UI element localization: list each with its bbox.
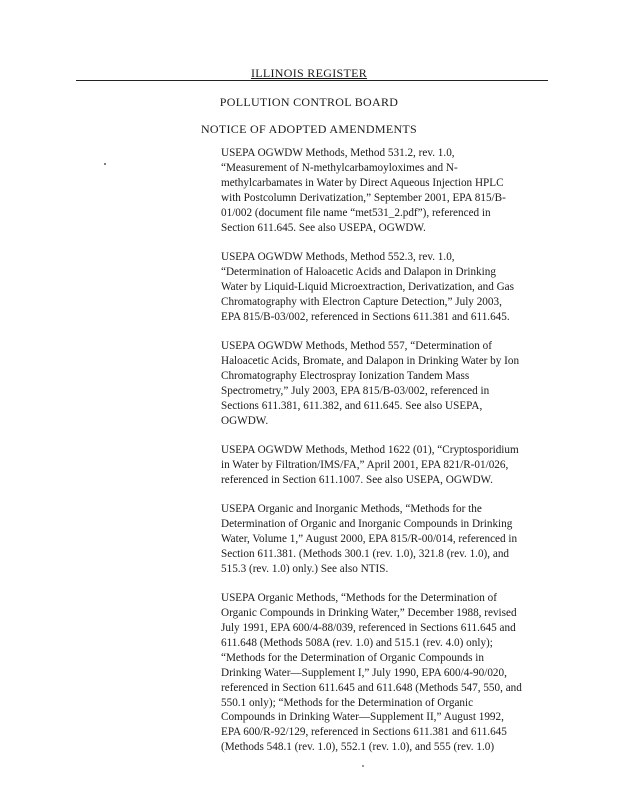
footer-mark — [362, 765, 364, 767]
entry-line: referenced in Section 611.645 and 611.648 (Methods 547, 550, and — [221, 681, 522, 694]
entry-line: USEPA OGWDW Methods, Method 557, “Determination of — [221, 339, 492, 352]
reference-entry-organic-methods — [221, 591, 547, 755]
notice-heading: NOTICE OF ADOPTED AMENDMENTS — [200, 122, 418, 136]
entry-line: 01/002 (document file name “met531_2.pdf”), referenced in — [221, 206, 491, 219]
entry-line: 515.3 (rev. 1.0) only.) See also NTIS. — [221, 562, 389, 575]
entry-line: 611.648 (Methods 508A (rev. 1.0) and 515.1 (rev. 4.0) only); — [221, 636, 493, 649]
reference-entries — [221, 146, 547, 770]
entry-line: EPA 815/B-03/002, referenced in Sections 611.381 and 611.645. — [221, 310, 510, 323]
entry-line: Drinking Water—Supplement I,” July 1990, EPA 600/4-90/020, — [221, 666, 507, 679]
reference-entry-557 — [221, 339, 547, 428]
entry-line: Chromatography with Electron Capture Detection,” July 2003, — [221, 295, 502, 308]
entry-line: Sections 611.381, 611.382, and 611.645. See also USEPA, — [221, 399, 483, 412]
entry-line: USEPA OGWDW Methods, Method 552.3, rev. 1.0, — [221, 250, 455, 263]
entry-line: Compounds in Drinking Water—Supplement II,” August 1992, — [221, 711, 504, 724]
entry-line: Chromatography Electrospray Ionization Tandem Mass — [221, 369, 470, 382]
entry-line: with Postcolumn Derivatization,” September 2001, EPA 815/B- — [221, 191, 506, 204]
entry-line: in Water by Filtration/IMS/FA,” April 2001, EPA 821/R-01/026, — [221, 458, 509, 471]
reference-entry-531-2 — [221, 146, 547, 235]
reference-entry-organic-inorganic — [221, 502, 547, 577]
entry-line: referenced in Section 611.1007. See also USEPA, OGWDW. — [221, 473, 493, 486]
entry-line: USEPA OGWDW Methods, Method 531.2, rev. 1.0, — [221, 147, 455, 159]
entry-line: USEPA Organic Methods, “Methods for the Determination of — [221, 592, 497, 605]
entry-line: 550.1 only); “Methods for the Determination of Organic — [221, 696, 474, 709]
entry-line: July 1991, EPA 600/4-88/039, referenced in Sections 611.645 and — [221, 621, 516, 634]
entry-line: methylcarbamates in Water by Direct Aqueous Injection HPLC — [221, 176, 504, 189]
entry-line: Haloacetic Acids, Bromate, and Dalapon in Drinking Water by Ion — [221, 354, 520, 367]
entry-line: Water, Volume 1,” August 2000, EPA 815/R-00/014, referenced in — [221, 532, 518, 545]
entry-line: Organic Compounds in Drinking Water,” December 1988, revised — [221, 607, 517, 620]
reference-entry-552-3 — [221, 250, 547, 325]
reference-entry-1622 — [221, 443, 547, 488]
header-rule — [76, 80, 548, 81]
entry-line: USEPA OGWDW Methods, Method 1622 (01), “Cryptosporidium — [221, 443, 519, 456]
entry-line: Section 611.645. See also USEPA, OGWDW. — [221, 221, 426, 234]
margin-mark — [104, 163, 106, 165]
entry-line: OGWDW. — [221, 414, 269, 427]
entry-line: “Measurement of N-methylcarbamoyloximes and N- — [221, 161, 458, 174]
entry-line: USEPA Organic and Inorganic Methods, “Methods for the — [221, 503, 482, 516]
entry-line: EPA 600/R-92/129, referenced in Sections 611.381 and 611.645 — [221, 726, 507, 739]
entry-line: Determination of Organic and Inorganic Compounds in Drinking — [221, 518, 513, 531]
entry-line: “Determination of Haloacetic Acids and Dalapon in Drinking — [221, 265, 496, 278]
entry-line: (Methods 548.1 (rev. 1.0), 552.1 (rev. 1.0), and 555 (rev. 1.0) — [221, 741, 495, 754]
register-title: ILLINOIS REGISTER — [250, 66, 368, 80]
entry-line: “Methods for the Determination of Organic Compounds in — [221, 651, 484, 664]
entry-line: Water by Liquid-Liquid Microextraction, Derivatization, and Gas — [221, 280, 514, 293]
agency-heading: POLLUTION CONTROL BOARD — [219, 95, 399, 109]
entry-line: Spectrometry,” July 2003, EPA 815/B-03/002, referenced in — [221, 384, 490, 397]
entry-line: Section 611.381. (Methods 300.1 (rev. 1.0), 321.8 (rev. 1.0), and — [221, 547, 510, 560]
